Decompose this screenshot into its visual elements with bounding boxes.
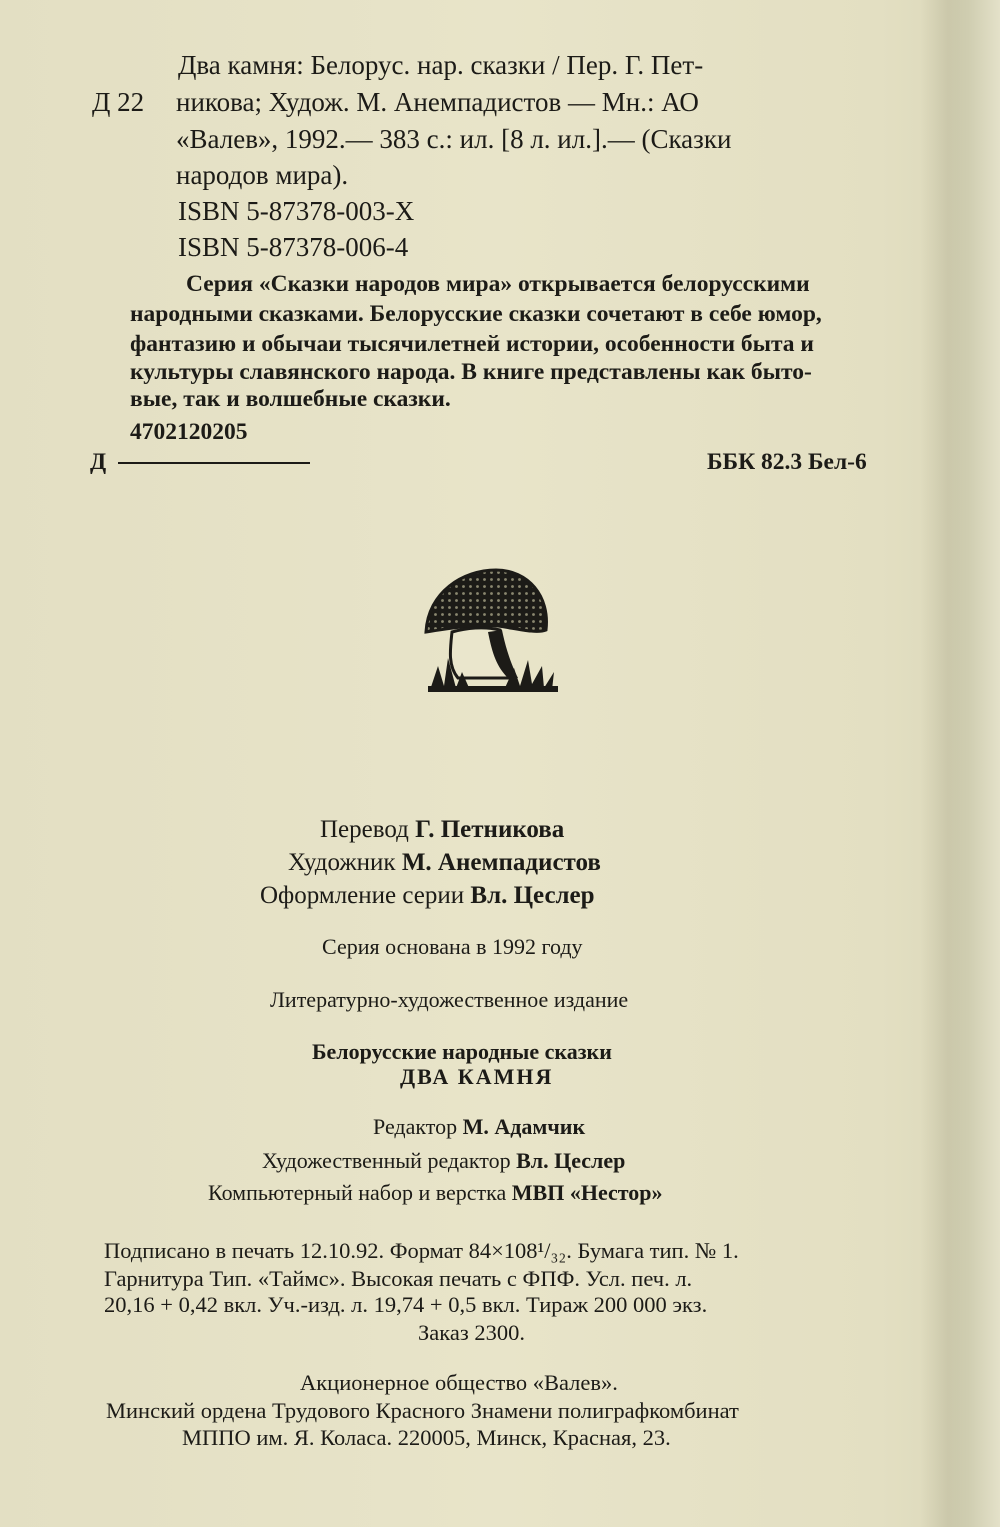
print-details-line-3: 20,16 + 0,42 вкл. Уч.-изд. л. 19,74 + 0,5 вкл. Тираж 200 000 экз. — [104, 1292, 708, 1317]
bibliography-line-3: «Валев», 1992.— 383 с.: ил. [8 л. ил.].— (Сказки — [176, 124, 732, 154]
mushroom-logo — [418, 562, 568, 697]
editor-line — [373, 1113, 585, 1141]
designer-name: Вл. Цеслер — [470, 882, 595, 909]
print-details-order: Заказ 2300. — [418, 1320, 525, 1345]
translator-label: Перевод — [320, 816, 409, 843]
bibliography-line-2: никова; Худож. М. Анемпадистов — Мн.: АО — [176, 87, 699, 117]
series-founded: Серия основана в 1992 году — [322, 934, 583, 959]
art-editor-label: Художественный редактор — [262, 1148, 511, 1173]
publisher-line-1: Акционерное общество «Валев». — [300, 1370, 618, 1395]
translator-name: Г. Петникова — [415, 816, 565, 843]
abstract-line-5: вые, так и волшебные сказки. — [130, 386, 451, 412]
isbn-2: ISBN 5-87378-006-4 — [178, 232, 409, 262]
bibliography-index-code: Д 22 — [92, 87, 145, 117]
publisher-line-3: МППО им. Я. Коласа. 220005, Минск, Красная, 23. — [182, 1425, 671, 1450]
artist-label: Художник — [288, 849, 396, 876]
book-subtitle: Белорусские народные сказки — [312, 1039, 612, 1064]
bibliography-line-4: народов мира). — [176, 160, 349, 190]
abstract-line-1: Серия «Сказки народов мира» открывается белорусскими — [186, 271, 810, 297]
code-rule — [118, 462, 310, 464]
publisher-line-2: Минский ордена Трудового Красного Знамени полиграфкомбинат — [106, 1398, 739, 1423]
typesetting-name: МВП «Нестор» — [511, 1180, 663, 1205]
artist-name: М. Анемпадистов — [401, 849, 601, 876]
book-title: ДВА КАМНЯ — [400, 1064, 554, 1089]
editor-name: М. Адамчик — [462, 1114, 586, 1139]
art-editor-name: Вл. Цеслер — [516, 1148, 626, 1173]
print-details-line-2: Гарнитура Тип. «Таймс». Высокая печать с ФПФ. Усл. печ. л. — [104, 1266, 693, 1291]
design-label: Оформление серии — [260, 882, 465, 909]
abstract-line-4: культуры славянского народа. В книге представлены как быто- — [130, 359, 812, 385]
editor-label: Редактор — [373, 1114, 458, 1139]
abstract-line-3: фантазию и обычаи тысячилетней истории, особенности быта и — [130, 331, 814, 357]
abstract-line-2: народными сказками. Белорусские сказки сочетают в себе юмор, — [130, 301, 822, 327]
credit-design — [260, 881, 595, 911]
bibliography-line-1: Два камня: Белорус. нар. сказки / Пер. Г. Пет- — [178, 50, 704, 80]
edition-type: Литературно-художественное издание — [270, 987, 629, 1012]
isbn-1: ISBN 5-87378-003-X — [178, 196, 415, 226]
art-editor-line — [262, 1147, 625, 1175]
publisher-code-number: 4702120205 — [130, 419, 248, 445]
credit-artist — [288, 848, 601, 878]
typesetting-label: Компьютерный набор и верстка — [208, 1180, 507, 1205]
credit-translator — [320, 815, 564, 845]
typesetting-line — [208, 1179, 663, 1207]
page-edge-shadow — [920, 0, 1000, 1527]
publisher-code-letter: Д — [90, 449, 107, 475]
bbk-code: ББК 82.3 Бел-6 — [707, 449, 867, 475]
print-details-line-1: Подписано в печать 12.10.92. Формат 84×108¹/₃₂. Бумага тип. № 1. — [104, 1238, 739, 1263]
